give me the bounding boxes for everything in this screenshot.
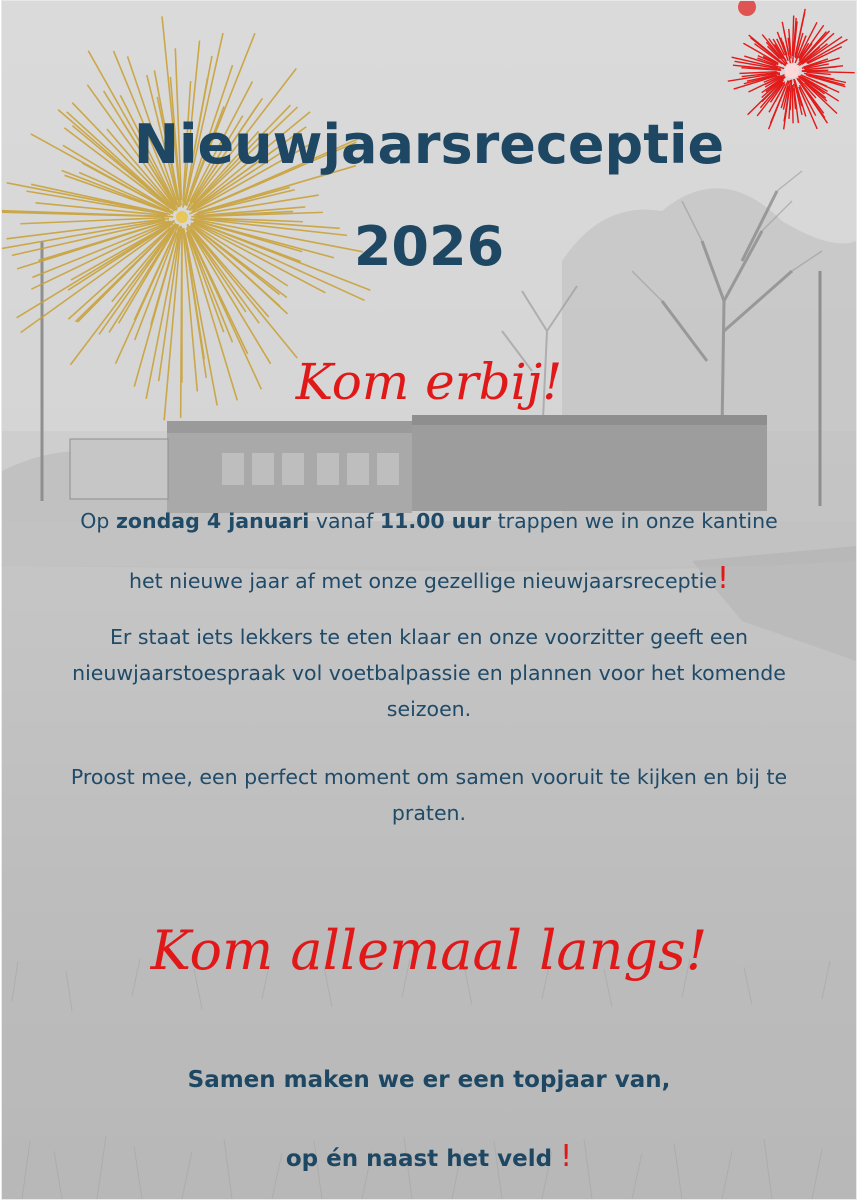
event-time: 11.00 uur — [380, 509, 491, 533]
script-heading-kom-allemaal-langs: Kom allemaal langs! — [2, 919, 856, 982]
closing-line-1: Samen maken we er een topjaar van, — [2, 1067, 856, 1093]
title-line-2: 2026 — [2, 215, 856, 278]
paragraph-reception — [32, 561, 826, 599]
background-photo — [2, 1, 856, 1199]
closing-line-2 — [2, 1139, 856, 1174]
paragraph-speech: Er staat iets lekkers te eten klaar en onze voorzitter geeft een nieuwjaarstoespraak vol voetbalpassie en plannen voor het komende seizoen. — [32, 619, 826, 727]
paragraph-proost: Proost mee, een perfect moment om samen vooruit te kijken en bij te praten. — [32, 759, 826, 831]
closing-line-2-text: op én naast het veld — [286, 1146, 552, 1172]
firework-spark — [802, 70, 829, 71]
paragraph-2-text: het nieuwe jaar af met onze gezellige nieuwjaarsreceptie — [129, 569, 717, 593]
exclamation-mark: ! — [560, 1139, 572, 1174]
paragraph-1-pre: Op — [80, 509, 116, 533]
poster — [2, 1, 856, 1199]
paragraph-1-post: trappen we in onze kantine — [491, 509, 778, 533]
exclamation-mark: ! — [717, 561, 729, 596]
paragraph-date-time — [32, 503, 826, 539]
title-line-1: Nieuwjaarsreceptie — [2, 113, 856, 176]
script-heading-kom-erbij: Kom erbij! — [2, 353, 856, 411]
paragraph-1-mid: vanaf — [309, 509, 380, 533]
event-date: zondag 4 januari — [116, 509, 309, 533]
